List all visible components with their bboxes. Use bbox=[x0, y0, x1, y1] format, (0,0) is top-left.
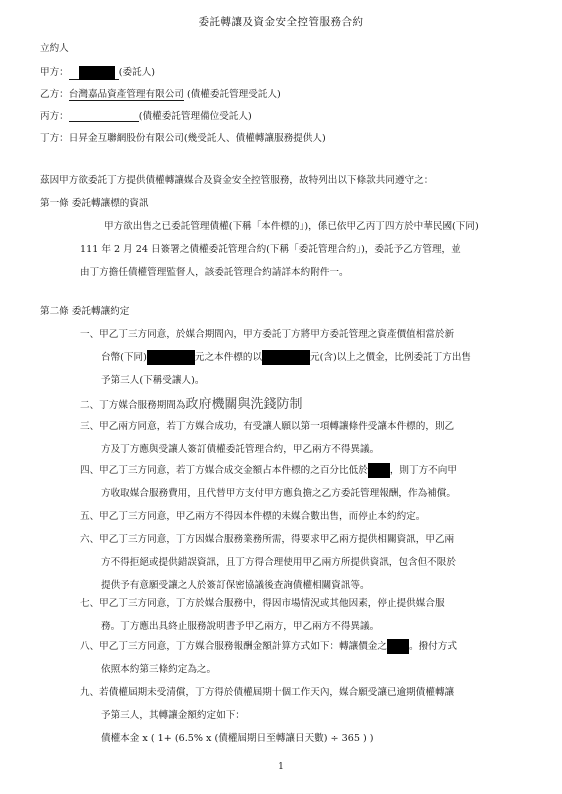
clause-text: 。撥付方式 bbox=[409, 641, 457, 652]
parties-heading: 立約人 bbox=[40, 43, 69, 54]
clause-text: 四、甲乙丁三方同意，若丁方媒合成交金額占本件標的之百分比低於 bbox=[80, 465, 368, 476]
clause-text: 台幣(下同) bbox=[101, 352, 147, 363]
page-number: 1 bbox=[278, 762, 284, 772]
clause-5-line: 五、甲乙丁三方同意，甲乙兩方不得因本件標的未媒合數出售，而停止本約約定。 bbox=[80, 511, 426, 522]
party-c-line bbox=[40, 108, 252, 122]
clause-text: 八、甲乙丁三方同意，丁方媒合服務報酬金額計算方式如下：轉讓價金之 bbox=[80, 641, 387, 652]
overlay-text: 政府機關與洗錢防制 bbox=[185, 397, 303, 412]
clause-text: ，則丁方不向甲 bbox=[389, 465, 457, 476]
party-b-line bbox=[40, 86, 281, 100]
clause-4-line bbox=[80, 462, 457, 478]
blank-line bbox=[69, 67, 79, 80]
party-b-company: 台灣嘉品資產管理有限公司 bbox=[68, 89, 184, 100]
clause-1-line bbox=[101, 349, 471, 365]
clause-9-formula: 債權本金 x ( 1+ (6.5% x (債權屆期日至轉讓日天數) ÷ 365 ) ) bbox=[101, 733, 374, 744]
clause-6-line: 六、甲乙丁三方同意，丁方因媒合服務業務所需，得要求甲乙兩方提供相關資訊，甲乙兩 bbox=[80, 534, 455, 545]
redaction-block bbox=[368, 463, 390, 478]
party-a-prefix: 甲方： bbox=[40, 67, 69, 78]
clause-9-line: 予第三人，其轉讓金額約定如下： bbox=[101, 710, 245, 721]
article1-line: 111 年 2 月 24 日簽署之債權委託管理合約(下稱「委託管理合約」)，委託予乙方管理，並 bbox=[80, 244, 461, 255]
party-c-prefix: 丙方： bbox=[40, 111, 69, 122]
redaction-block bbox=[262, 350, 310, 365]
party-c-role: (債權委託管理備位受託人) bbox=[138, 111, 252, 122]
article1-line: 甲方欲出售之已委託管理債權(下稱「本件標的」)，係已依甲乙丙丁四方於中華民國(下同) bbox=[104, 221, 479, 232]
clause-7-line: 務。丁方應出具終止服務說明書予甲乙兩方，甲乙兩方不得異議。 bbox=[101, 621, 380, 632]
intro-paragraph: 茲因甲方欲委託丁方提供債權轉讓媒合及資金安全控管服務，故特列出以下條款共同遵守之： bbox=[40, 175, 434, 186]
article2-title: 第二條 委託轉讓約定 bbox=[40, 306, 130, 317]
party-b-role: (債權委託管理受託人) bbox=[183, 89, 281, 100]
clause-1-line: 一、甲乙丁三方同意，於媒合期間內，甲方委託丁方將甲方委託管理之資產價值相當於新 bbox=[80, 329, 455, 340]
party-a-line bbox=[40, 64, 155, 80]
clause-8-line: 依照本約第三條約定為之。 bbox=[101, 664, 217, 675]
blank-line bbox=[69, 109, 139, 122]
clause-6-line: 提供予有意願受讓之人於簽訂保密協議後查詢債權相關資訊等。 bbox=[101, 580, 370, 591]
article1-title: 第一條 委託轉讓標的資訊 bbox=[40, 198, 149, 209]
clause-6-line: 方不得拒絕或提供錯誤資訊，且丁方得合理使用甲乙兩方所提供資訊，包含但不限於 bbox=[101, 557, 456, 568]
document-title: 委託轉讓及資金安全控管服務合約 bbox=[198, 16, 364, 28]
clause-text: 二、丁方媒合服務期間為 bbox=[80, 400, 186, 411]
clause-3-line: 三、甲乙兩方同意，若丁方媒合成功，有受讓人願以第一項轉讓條件受讓本件標的，則乙 bbox=[80, 421, 455, 432]
clause-2-line bbox=[80, 393, 303, 412]
redaction-block bbox=[79, 66, 115, 80]
article1-line: 由丁方擔任債權管理監督人，該委託管理合約請詳本約附件一。 bbox=[80, 267, 349, 278]
clause-4-line: 方收取媒合服務費用，且代替甲方支付甲方應負擔之乙方委託管理報酬，作為補償。 bbox=[101, 488, 456, 499]
party-d-line: 丁方：日昇金互聯網股份有限公司(幾受託人、債權轉讓服務提供人) bbox=[40, 133, 326, 144]
clause-text: 元之本件標的以 bbox=[194, 352, 263, 363]
redaction-block bbox=[387, 639, 409, 654]
redaction-block bbox=[147, 350, 195, 365]
clause-3-line: 方及丁方應與受讓人簽訂債權委託管理合約，甲乙兩方不得異議。 bbox=[101, 444, 380, 455]
clause-1-line: 予第三人(下稱受讓人)。 bbox=[101, 375, 205, 386]
clause-7-line: 七、甲乙丁三方同意，丁方於媒合服務中，得因市場情況或其他因素，停止提供媒合服 bbox=[80, 598, 445, 609]
clause-8-line bbox=[80, 638, 457, 654]
clause-9-line: 九、若債權屆期未受清償，丁方得於債權屆期十個工作天內，媒合願受讓已逾期債權轉讓 bbox=[80, 687, 455, 698]
party-b-prefix: 乙方： bbox=[40, 89, 69, 100]
party-a-role: (委託人) bbox=[118, 67, 156, 78]
clause-text: 元(含)以上之價金，比例委託丁方出售 bbox=[310, 352, 472, 363]
